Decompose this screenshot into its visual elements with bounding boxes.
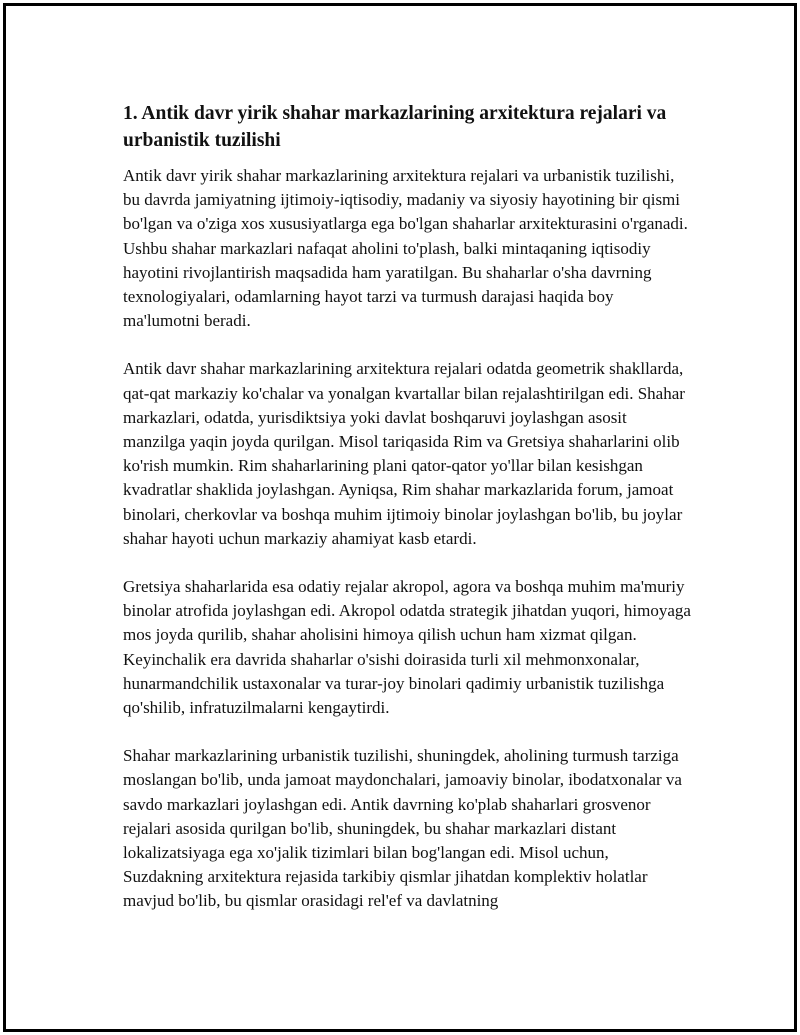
page-frame <box>3 3 797 1032</box>
document-body <box>123 100 693 938</box>
paragraph: Shahar markazlarining urbanistik tuzilishi, shuningdek, aholining turmush tarziga moslangan bo'lib, unda jamoat maydonchalari, jamoaviy binolar, ibodatxonalar va savdo markazlari joylashgan edi. Antik davrning ko'plab shaharlari grosvenor rejalari asosida qurilgan bo'lib, shuningdek, bu shahar markazlari distant lokalizatsiyaga ega xo'jalik tizimlari bilan bog'langan edi. Misol uchun, Suzdakning arxitektura rejasida tarkibiy qismlar jihatdan komplektiv holatlar mavjud bo'lib, bu qismlar orasidagi rel'ef va davlatning <box>123 746 682 911</box>
paragraph: Gretsiya shaharlarida esa odatiy rejalar akropol, agora va boshqa muhim ma'muriy binolar atrofida joylashgan edi. Akropol odatda strategik jihatdan yuqori, himoyaga mos joyda qurilib, shahar aholisini himoya qilish uchun ham xizmat qilgan. Keyinchalik era davrida shaharlar o'sishi doirasida turli xil mehmonxonalar, hunarmandchilik ustaxonalar va turar-joy binolari qadimiy urbanistik tuzilishga qo'shilib, infratuzilmalarni kengaytirdi. <box>123 577 691 718</box>
paragraph: Antik davr yirik shahar markazlarining arxitektura rejalari va urbanistik tuzilishi, bu davrda jamiyatning ijtimoiy-iqtisodiy, madaniy va siyosiy hayotining bir qismi bo'lgan va o'ziga xos xususiyatlarga ega bo'lgan shaharlar arxitekturasini o'rganadi. Ushbu shahar markazlari nafaqat aholini to'plash, balki mintaqaning iqtisodiy hayotini rivojlantirish maqsadida ham yaratilgan. Bu shaharlar o'sha davrning texnologiyalari, odamlarning hayot tarzi va turmush darajasi haqida boy ma'lumotni beradi. <box>123 166 688 331</box>
paragraph: Antik davr shahar markazlarining arxitektura rejalari odatda geometrik shakllarda, qat-qat markaziy ko'chalar va yonalgan kvartallar bilan rejalashtirilgan edi. Shahar markazlari, odatda, yurisdiktsiya yoki davlat boshqaruvi joylashgan asosit manzilga yaqin joyda qurilgan. Misol tariqasida Rim va Gretsiya shaharlarini olib ko'rish mumkin. Rim shaharlarining plani qator-qator yo'llar bilan kesishgan kvadratlar shaklida joylashgan. Ayniqsa, Rim shahar markazlarida forum, jamoat binolari, cherkovlar va boshqa muhim ijtimoiy binolar joylashgan bo'lib, bu joylar shahar hayoti uchun markaziy ahamiyat kasb etardi. <box>123 359 685 548</box>
section-heading: 1. Antik davr yirik shahar markazlarining arxitektura rejalari va urbanistik tuzilishi <box>123 103 667 151</box>
